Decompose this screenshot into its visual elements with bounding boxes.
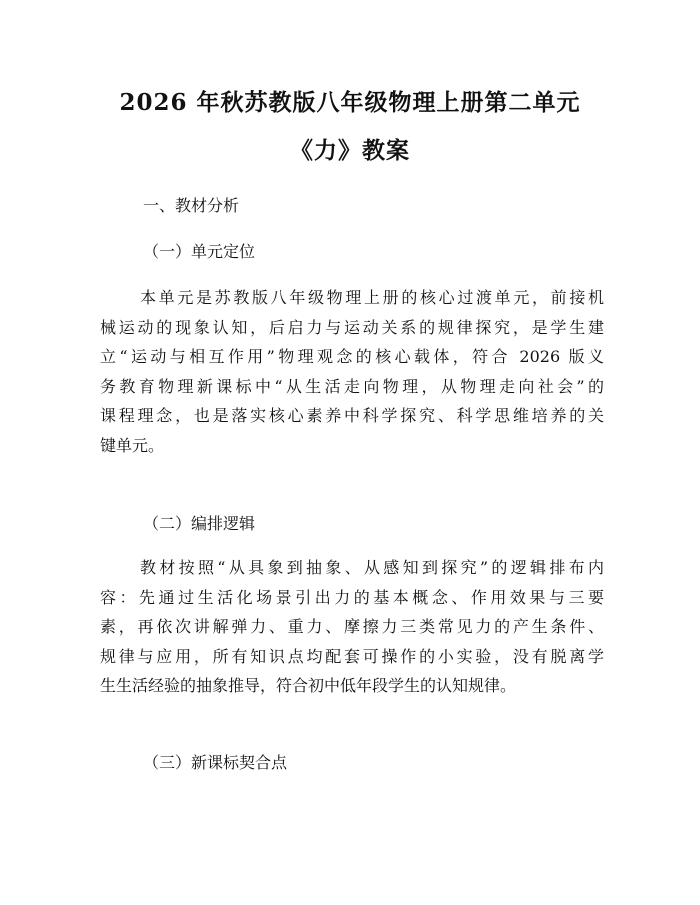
paragraph-line: 本单元是苏教版八年级物理上册的核心过渡单元，前接机 bbox=[140, 288, 604, 307]
paragraph-line: 规律与应用，所有知识点均配套可操作的小实验，没有脱离学 bbox=[100, 646, 604, 666]
paragraph-arrangement-logic bbox=[100, 553, 604, 701]
paragraph-line: 容：先通过生活化场景引出力的基本概念、作用效果与三要 bbox=[100, 587, 604, 607]
paragraph-line: 务教育物理新课标中“从生活走向物理，从物理走向社会”的 bbox=[100, 376, 604, 396]
paragraph-line: 械运动的现象认知，后启力与运动关系的规律探究，是学生建 bbox=[100, 317, 604, 337]
document-title-line-2: 《力》教案 bbox=[290, 137, 410, 164]
paragraph-line: 课程理念，也是落实核心素养中科学探究、科学思维培养的关 bbox=[100, 406, 604, 425]
document-title-line-1: 2026 年秋苏教版八年级物理上册第二单元 bbox=[119, 89, 581, 116]
paragraph-unit-positioning bbox=[100, 283, 604, 460]
paragraph-line: 生生活经验的抽象推导，符合初中低年段学生的认知规律。 bbox=[100, 676, 517, 695]
paragraph-line: 教材按照“从具象到抽象、从感知到探究”的逻辑排布内 bbox=[140, 558, 604, 577]
paragraph-line: 素，再依次讲解弹力、重力、摩擦力三类常见力的产生条件、 bbox=[100, 617, 604, 636]
section-heading-textbook-analysis: 一、教材分析 bbox=[143, 196, 240, 215]
subsection-heading-arrangement-logic: （二）编排逻辑 bbox=[143, 514, 256, 533]
subsection-heading-curriculum-fit: （三）新课标契合点 bbox=[143, 753, 288, 772]
paragraph-line: 键单元。 bbox=[100, 435, 165, 455]
paragraph-line: 立“运动与相互作用”物理观念的核心载体，符合 2026 版义 bbox=[100, 347, 604, 366]
subsection-heading-unit-positioning: （一）单元定位 bbox=[143, 242, 256, 261]
